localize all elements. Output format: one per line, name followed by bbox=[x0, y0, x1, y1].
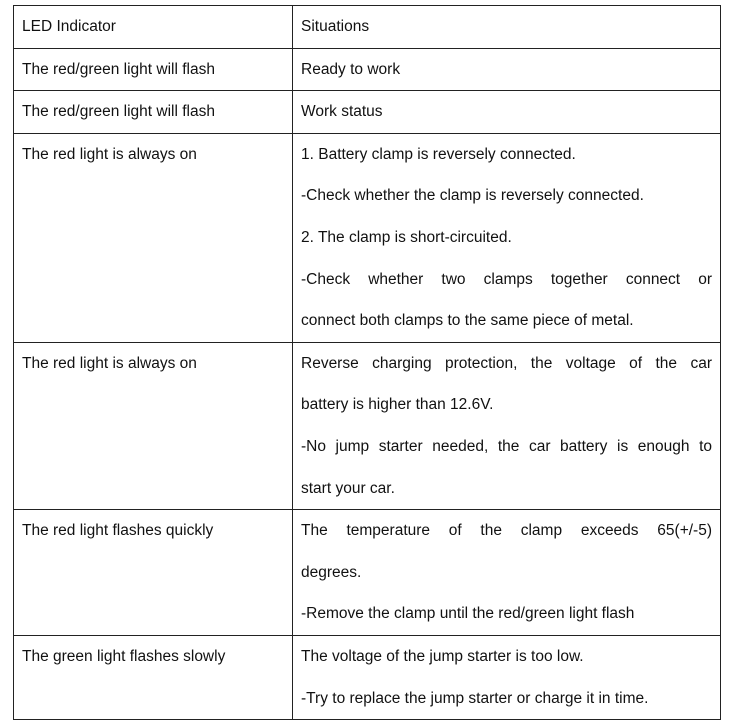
situation-line: Reverse charging protection, the voltage of the car bbox=[301, 354, 712, 372]
header-situations: Situations bbox=[301, 18, 370, 35]
situation-line: The temperature of the clamp exceeds 65(+/-5) bbox=[301, 522, 712, 540]
table-row bbox=[14, 510, 721, 636]
situation-line: -Check whether the clamp is reversely connected. bbox=[301, 187, 644, 205]
situation-line: Ready to work bbox=[301, 60, 401, 78]
table-row bbox=[14, 133, 721, 342]
situation-line: battery is higher than 12.6V. bbox=[301, 396, 494, 414]
indicator-cell: The red/green light will flash bbox=[22, 60, 215, 78]
indicator-cell: The red light is always on bbox=[22, 354, 197, 372]
table-row bbox=[14, 48, 721, 91]
situation-line: -Remove the clamp until the red/green light flash bbox=[301, 605, 635, 623]
table-header-row bbox=[14, 6, 721, 49]
situation-line: degrees. bbox=[301, 563, 362, 581]
table-row bbox=[14, 342, 721, 509]
situation-line: -Check whether two clamps together connect or bbox=[301, 270, 712, 288]
situation-line: 1. Battery clamp is reversely connected. bbox=[301, 145, 576, 163]
situation-line: Work status bbox=[301, 103, 383, 121]
indicator-cell: The red light is always on bbox=[22, 145, 197, 163]
situation-line: The voltage of the jump starter is too low. bbox=[301, 647, 584, 665]
situation-line: -Try to replace the jump starter or charge it in time. bbox=[301, 689, 649, 707]
led-indicator-table bbox=[13, 5, 721, 720]
header-led-indicator: LED Indicator bbox=[22, 18, 116, 35]
table-row bbox=[14, 91, 721, 134]
situation-line: connect both clamps to the same piece of metal. bbox=[301, 312, 634, 330]
indicator-cell: The red/green light will flash bbox=[22, 103, 215, 121]
situation-line: start your car. bbox=[301, 479, 395, 497]
indicator-cell: The red light flashes quickly bbox=[22, 522, 214, 540]
situation-line: -No jump starter needed, the car battery is enough to bbox=[301, 437, 712, 455]
table-row bbox=[14, 635, 721, 719]
indicator-cell: The green light flashes slowly bbox=[22, 647, 226, 665]
situation-line: 2. The clamp is short-circuited. bbox=[301, 228, 512, 246]
